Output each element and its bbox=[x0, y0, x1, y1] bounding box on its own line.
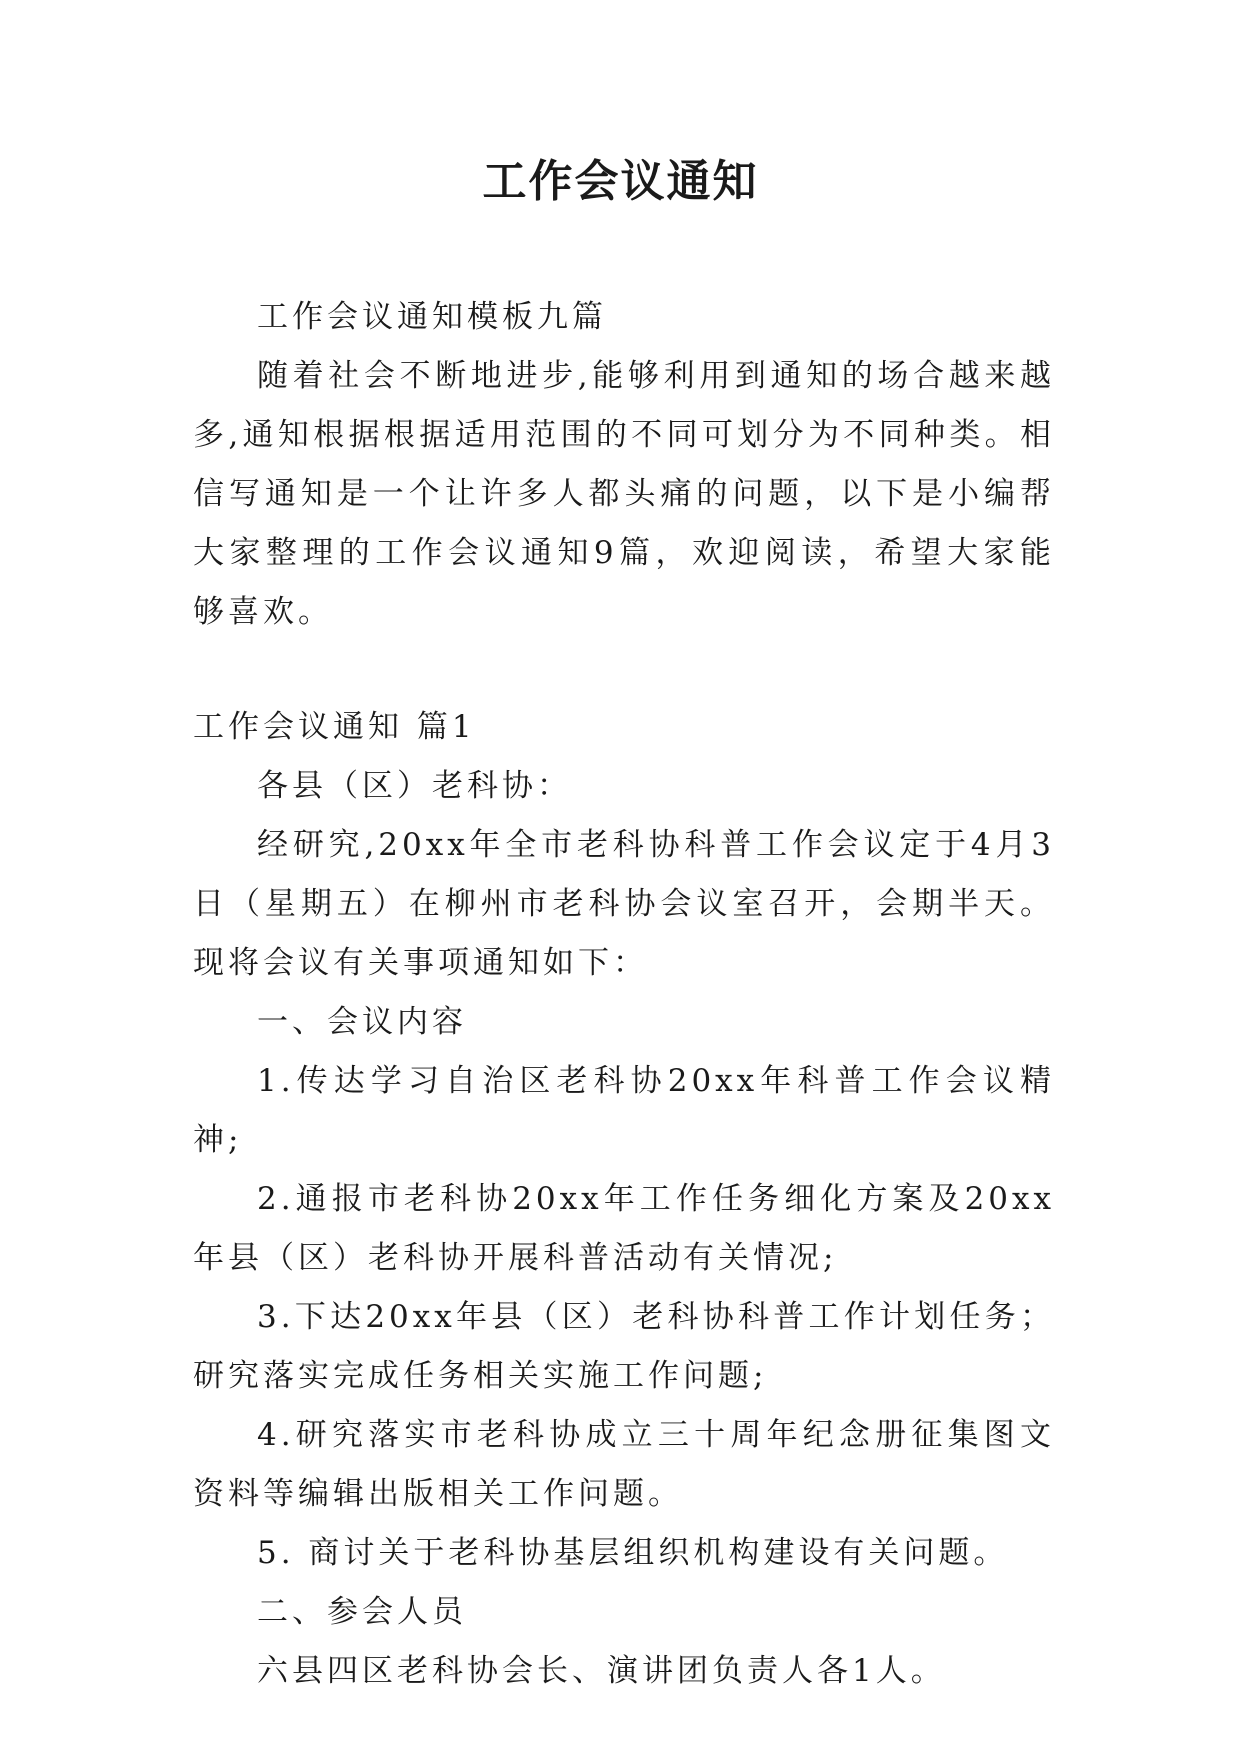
list-item: 3.下达20xx年县（区）老科协科普工作计划任务；研究落实完成任务相关实施工作问题; bbox=[193, 1299, 1055, 1394]
list-item: 2.通报市老科协20xx年工作任务细化方案及20xx年县（区）老科协开展科普活动有关情况; bbox=[193, 1181, 1055, 1276]
section-heading: 工作会议通知 篇1 bbox=[193, 709, 476, 745]
body-intro-paragraph: 经研究,20xx年全市老科协科普工作会议定于4月3日（星期五）在柳州市老科协会议室召开，会期半天。现将会议有关事项通知如下： bbox=[193, 827, 1055, 981]
document-title: 工作会议通知 bbox=[482, 156, 759, 207]
part2-heading: 二、参会人员 bbox=[257, 1594, 467, 1630]
attendees-paragraph: 六县四区老科协会长、演讲团负责人各1人。 bbox=[257, 1653, 946, 1689]
subtitle: 工作会议通知模板九篇 bbox=[257, 299, 607, 335]
list-item: 1.传达学习自治区老科协20xx年科普工作会议精神; bbox=[193, 1063, 1055, 1158]
salutation: 各县（区）老科协： bbox=[257, 768, 572, 804]
paragraph-spacer bbox=[193, 642, 1055, 698]
part1-heading: 一、会议内容 bbox=[257, 1004, 467, 1040]
list-item: 4.研究落实市老科协成立三十周年纪念册征集图文资料等编辑出版相关工作问题。 bbox=[193, 1417, 1055, 1512]
document-body bbox=[193, 288, 1055, 1701]
list-item: 5. 商讨关于老科协基层组织机构建设有关问题。 bbox=[257, 1535, 1009, 1571]
intro-paragraph: 随着社会不断地进步,能够利用到通知的场合越来越多,通知根据根据适用范围的不同可划分为不同种类。相信写通知是一个让许多人都头痛的问题，以下是小编帮大家整理的工作会议通知9篇，欢迎阅读，希望大家能够喜欢。 bbox=[193, 358, 1055, 630]
